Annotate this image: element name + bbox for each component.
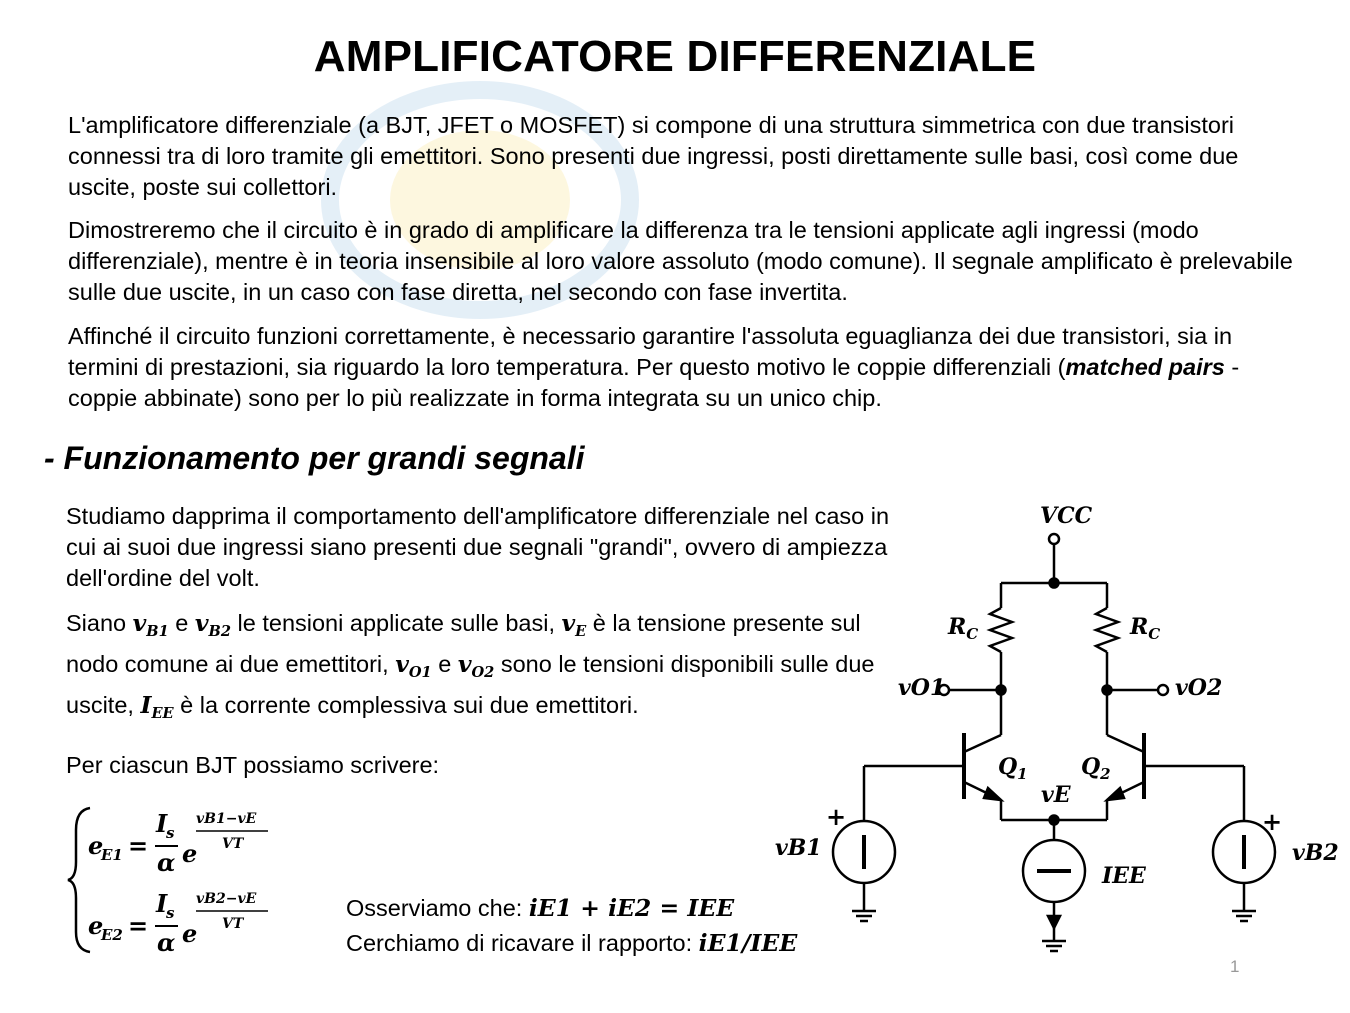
svg-text:e: e (182, 839, 198, 868)
svg-text:E2: E2 (101, 926, 123, 944)
svg-text:I: I (156, 889, 168, 918)
label-iee: IEE (1102, 863, 1146, 889)
label-vcc: VCC (1040, 503, 1093, 529)
observation-ratio: Cerchiamo di ricavare il rapporto: iE1/IEE (346, 929, 798, 957)
svg-text:RC: $R_C$ (948, 614, 979, 643)
label-vo1: vO1 (898, 675, 946, 701)
svg-text:e: e (88, 911, 104, 940)
circuit-diagram (833, 534, 1275, 951)
svg-text:α: α (157, 928, 176, 957)
label-vo2: vO2 (1175, 675, 1223, 701)
resistor-rc-left (990, 608, 1012, 652)
svg-text:Q2: $Q_2$ (1081, 754, 1111, 783)
svg-text:Q1: $Q_1$ (998, 754, 1028, 783)
observation-sum: Osserviamo che: iE1 + iE2 = IEE (346, 894, 735, 922)
label-ve: vE (1041, 782, 1071, 808)
equation-2 (88, 889, 268, 957)
matched-pairs-term: matched pairs (1065, 354, 1225, 380)
svg-text:vB1−vE: vB1−vE (196, 811, 257, 827)
svg-text:I: I (156, 809, 168, 838)
circuit-labels (775, 503, 1339, 889)
variables-definition: Siano $v_{B1}$ e $v_{B2}$ le tensioni applicate sulle basi, $v_E$ è la tensione presente sul nodo comune ai due emettitori, $v_{O1}$ e $v_{O2}$ sono le tensioni disponibili sulle due uscite, $I_{EE}$ è la corrente complessiva sui due emettitori. (66, 609, 875, 723)
label-vb1: vB1 (775, 835, 822, 861)
per-ciascun-bjt: Per ciascun BJT possiamo scrivere: (66, 752, 440, 778)
paragraph-matched-pairs: Affinché il circuito funzioni correttamente, è necessario garantire l'assoluta eguaglianza dei due transistori, sia in termini di prestazioni, sia riguardo la loro temperatura. Per questo motivo le coppie differenziali (matched pairs - coppie abbinate) sono per lo più realizzate in forma integrata su un unico chip. (68, 323, 1240, 411)
page-number: 1 (1230, 957, 1240, 976)
svg-text:=: = (128, 911, 149, 940)
paragraph-intro: L'amplificatore differenziale (a BJT, JFET o MOSFET) si compone di una struttura simmetrica con due transistori connessi tra di loro tramite gli emettitori. Sono presenti due ingressi, posti direttamente sulle basi, così come due uscite, poste sui collettori. (68, 112, 1239, 200)
section-heading: - Funzionamento per grandi segnali (44, 440, 585, 476)
svg-text:s: s (166, 824, 175, 842)
page-title: AMPLIFICATORE DIFFERENZIALE (313, 32, 1037, 81)
svg-text:VT: VT (222, 836, 244, 852)
equation-1 (88, 809, 268, 877)
svg-text:E1: E1 (101, 846, 123, 864)
large-signal-intro: Studiamo dapprima il comportamento dell'amplificatore differenziale nel caso in cui ai suoi due ingressi siano presenti due segnali "grandi", ovvero di ampiezza dell'ordine del volt. (66, 503, 890, 591)
resistor-rc-right (1096, 608, 1118, 652)
svg-text:+: + (1262, 807, 1283, 836)
system-brace (68, 808, 90, 952)
svg-text:e: e (182, 919, 198, 948)
label-vb2: vB2 (1292, 840, 1339, 866)
paragraph-differential-mode: Dimostreremo che il circuito è in grado di amplificare la differenza tra le tensioni applicate agli ingressi (modo differenziale), mentre è in teoria insensibile al loro valore assoluto (modo comune). Il segnale amplificato è prelevabile sulle due uscite, in un caso con fase diretta, nel secondo con fase invertita. (68, 217, 1293, 305)
svg-text:s: s (166, 904, 175, 922)
svg-text:RC: $R_C$ (1130, 614, 1161, 643)
svg-text:+: + (826, 802, 847, 831)
svg-text:VT: VT (222, 916, 244, 932)
svg-text:e: e (88, 831, 104, 860)
vo2-terminal (1158, 685, 1168, 695)
svg-text:=: = (128, 831, 149, 860)
svg-text:α: α (157, 848, 176, 877)
vcc-terminal (1049, 534, 1059, 544)
svg-text:vB2−vE: vB2−vE (196, 891, 257, 907)
